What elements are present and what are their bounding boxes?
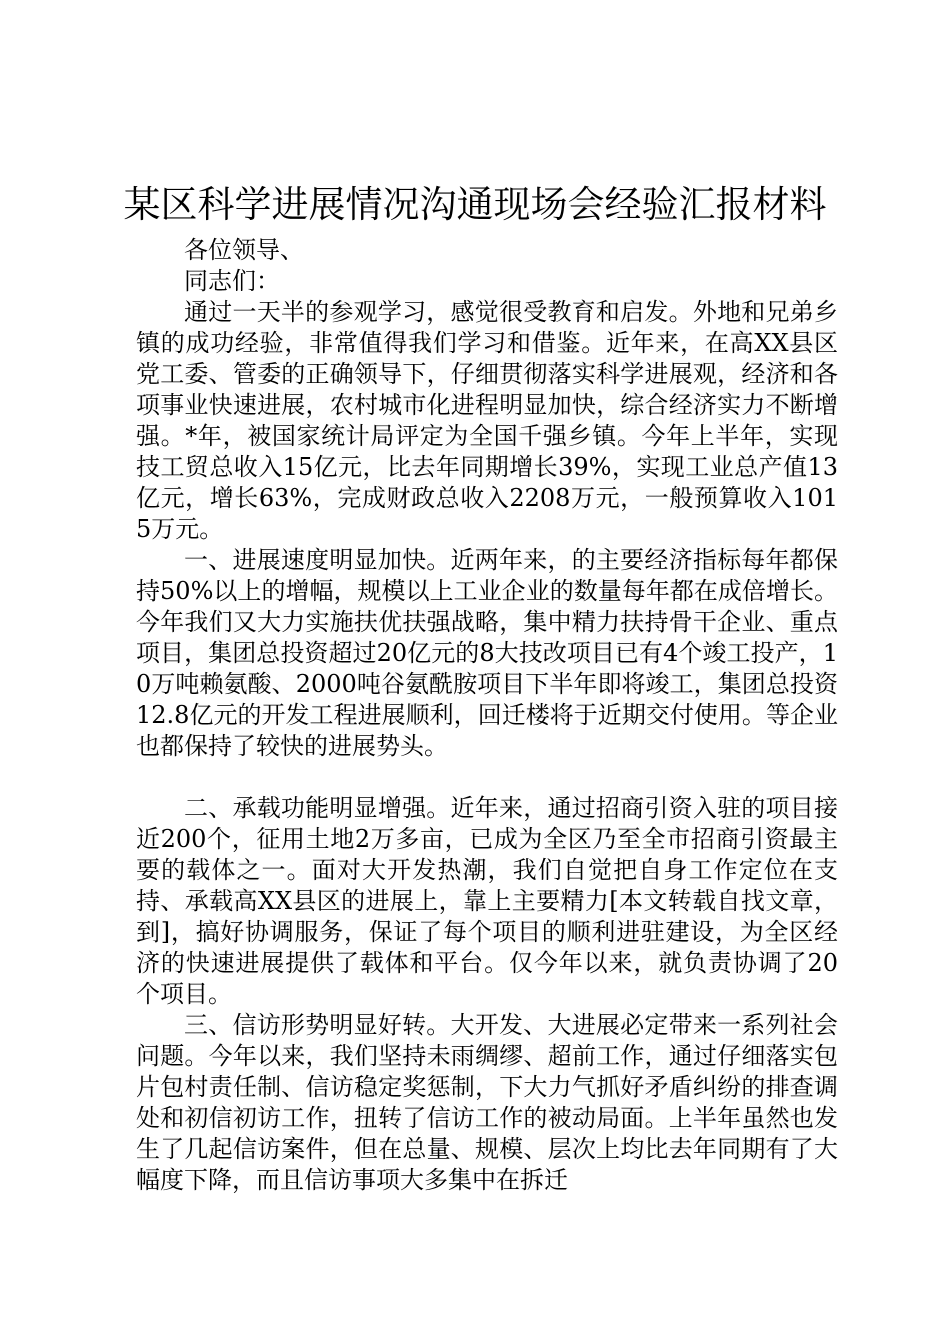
paragraph-gap <box>136 762 838 793</box>
document-body <box>136 235 838 1196</box>
paragraph-intro: 通过一天半的参观学习，感觉很受教育和启发。外地和兄弟乡镇的成功经验，非常值得我们学习和借鉴。近年来，在高XX县区党工委、管委的正确领导下，仔细贯彻落实科学进展观，经济和各项事业快速进展，农村城市化进程明显加快，综合经济实力不断增强。*年，被国家统计局评定为全国千强乡镇。今年上半年，实现技工贸总收入15亿元，比去年同期增长39%，实现工业总产值13亿元，增长63%，完成财政总收入2208万元，一般预算收入1015万元。 <box>136 298 838 543</box>
salutation-comrades: 同志们： <box>184 267 280 295</box>
salutation-leaders: 各位领导、 <box>184 236 304 264</box>
document-title: 某区科学进展情况沟通现场会经验汇报材料 <box>123 183 827 226</box>
paragraph-carrying-function: 二、承载功能明显增强。近年来，通过招商引资入驻的项目接近200个，征用土地2万多亩，已成为全区乃至全市招商引资最主要的载体之一。面对大开发热潮，我们自觉把自身工作定位在支持、承载高XX县区的进展上，靠上主要精力[本文转载自找文章，到]，搞好协调服务，保证了每个项目的顺利进驻建设，为全区经济的快速进展提供了载体和平台。仅今年以来，就负责协调了20个项目。 <box>136 794 838 1008</box>
paragraph-petition-situation: 三、信访形势明显好转。大开发、大进展必定带来一系列社会问题。今年以来，我们坚持未雨绸缪、超前工作，通过仔细落实包片包村责任制、信访稳定奖惩制，下大力气抓好矛盾纠纷的排查调处和初信初访工作，扭转了信访工作的被动局面。上半年虽然也发生了几起信访案件，但在总量、规模、层次上均比去年同期有了大幅度下降，而且信访事项大多集中在拆迁 <box>136 1011 838 1194</box>
paragraph-development-speed: 一、进展速度明显加快。近两年来，的主要经济指标每年都保持50%以上的增幅，规模以上工业企业的数量每年都在成倍增长。今年我们又大力实施扶优扶强战略，集中精力扶持骨干企业、重点项目，集团总投资超过20亿元的8大技改项目已有4个竣工投产，10万吨赖氨酸、2000吨谷氨酰胺项目下半年即将竣工，集团总投资12.8亿元的开发工程进展顺利，回迁楼将于近期交付使用。等企业也都保持了较快的进展势头。 <box>136 546 838 760</box>
